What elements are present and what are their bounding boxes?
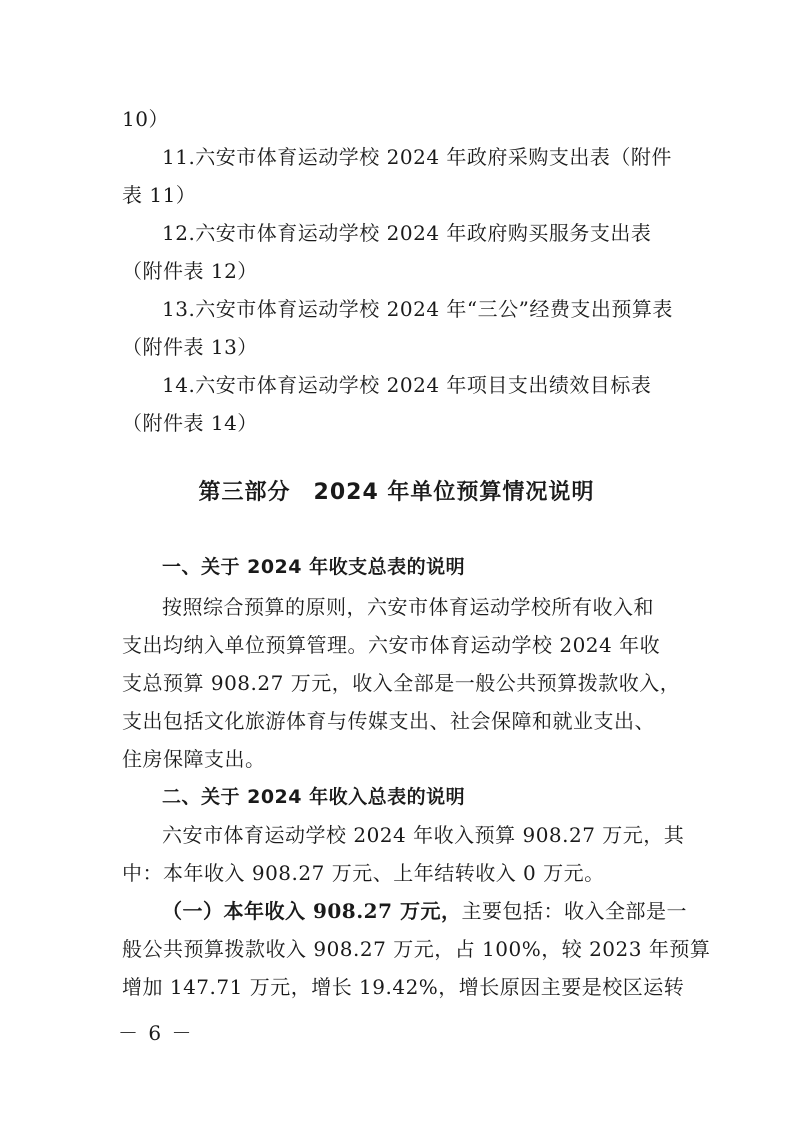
list-item-11: 11.六安市体育运动学校 2024 年政府采购支出表（附件 <box>162 145 672 169</box>
list-item-13-cont: （附件表 13） <box>122 335 258 359</box>
subsection-1-lead: （一）本年收入 908.27 万元， <box>162 899 462 923</box>
part-three-title: 第三部分 2024 年单位预算情况说明 <box>198 480 595 505</box>
list-item-10-cont: 10） <box>122 107 169 131</box>
section-2-heading: 二、关于 2024 年收入总表的说明 <box>162 786 466 808</box>
list-item-12-cont: （附件表 12） <box>122 259 258 283</box>
section-2-line: 中：本年收入 908.27 万元、上年结转收入 0 万元。 <box>122 861 605 885</box>
subsection-1-line: 般公共预算拨款收入 908.27 万元，占 100%，较 2023 年预算 <box>122 937 711 961</box>
section-1-line: 支出均纳入单位预算管理。六安市体育运动学校 2024 年收 <box>122 633 661 657</box>
section-2-line: 六安市体育运动学校 2024 年收入预算 908.27 万元，其 <box>162 823 685 847</box>
list-item-11-cont: 表 11） <box>122 183 197 207</box>
section-1-line: 支总预算 908.27 万元，收入全部是一般公共预算拨款收入， <box>122 671 681 695</box>
list-item-13: 13.六安市体育运动学校 2024 年“三公”经费支出预算表 <box>162 297 673 321</box>
section-1-line: 按照综合预算的原则，六安市体育运动学校所有收入和 <box>162 595 654 619</box>
section-1-heading: 一、关于 2024 年收支总表的说明 <box>162 556 466 578</box>
section-1-line: 支出包括文化旅游体育与传媒支出、社会保障和就业支出、 <box>122 709 655 733</box>
subsection-1-first-line <box>162 896 687 926</box>
section-1-line: 住房保障支出。 <box>122 747 266 771</box>
subsection-1-rest: 主要包括：收入全部是一 <box>461 899 687 923</box>
subsection-1-line: 增加 147.71 万元，增长 19.42%，增长原因主要是校区运转 <box>122 975 685 999</box>
list-item-12: 12.六安市体育运动学校 2024 年政府购买服务支出表 <box>162 221 652 245</box>
list-item-14-cont: （附件表 14） <box>122 411 258 435</box>
page-number: － 6 － <box>118 1021 194 1045</box>
list-item-14: 14.六安市体育运动学校 2024 年项目支出绩效目标表 <box>162 373 652 397</box>
